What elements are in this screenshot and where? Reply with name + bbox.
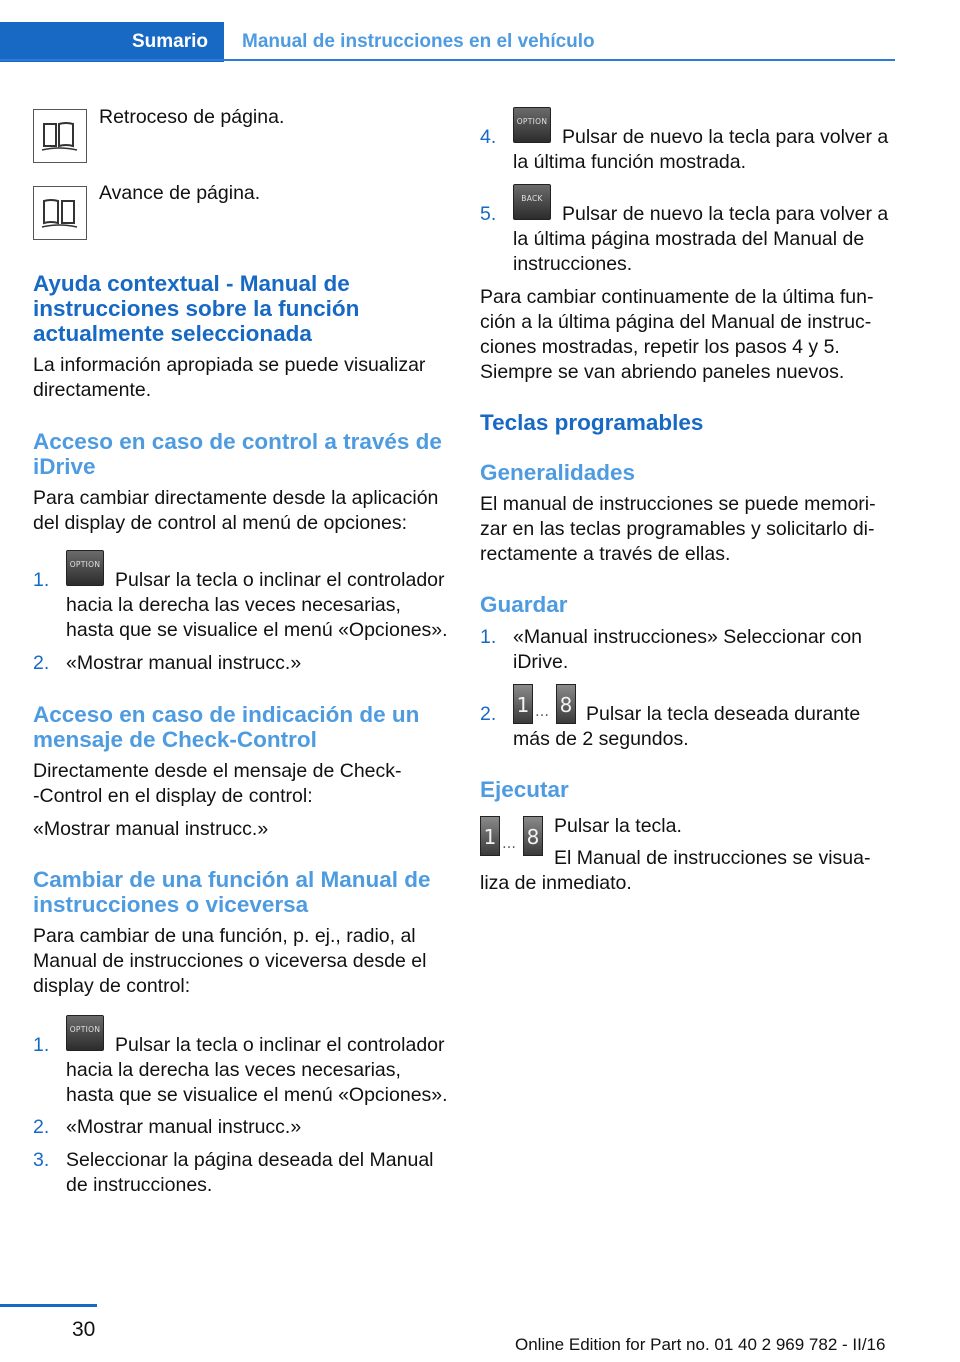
paragraph: del display de control al menú de opciones: xyxy=(33,512,407,534)
check-control-heading: Acceso en caso de indicación de un xyxy=(33,702,420,727)
paragraph: Para cambiar continuamente de la última fun- xyxy=(480,286,874,308)
paragraph: rectamente a través de ellas. xyxy=(480,543,731,565)
list-item-text: hasta que se visualice el menú «Opciones». xyxy=(66,1084,448,1106)
chapter-title[interactable]: Manual de instrucciones en el vehículo xyxy=(242,31,595,52)
section-tab[interactable]: Sumario xyxy=(0,22,224,62)
list-number: 4. xyxy=(480,126,497,148)
list-item-text: más de 2 segundos. xyxy=(513,728,689,750)
option-key-icon: OPTION xyxy=(66,550,104,586)
list-item-text: hasta que se visualice el menú «Opciones». xyxy=(66,619,448,641)
list-number: 2. xyxy=(33,652,50,674)
page-header xyxy=(0,22,895,62)
list-item-text: la última página mostrada del Manual de xyxy=(513,228,865,250)
paragraph: «Mostrar manual instrucc.» xyxy=(33,818,269,840)
general-heading: Generalidades xyxy=(480,460,636,485)
list-number: 1. xyxy=(33,1034,50,1056)
list-item-text: Seleccionar la página deseada del Manual xyxy=(66,1149,434,1171)
list-item-text: Pulsar de nuevo la tecla para volver a xyxy=(562,203,889,225)
list-item-text: hacia la derecha las veces necesarias, xyxy=(66,594,401,616)
list-item-text: Pulsar de nuevo la tecla para volver a xyxy=(562,126,889,148)
back-key-icon: BACK xyxy=(513,184,551,220)
page-number: 30 xyxy=(72,1318,96,1341)
preset-key-1-icon: 1 xyxy=(513,684,533,724)
page-back-icon xyxy=(33,109,87,163)
idrive-access-heading: Acceso en caso de control a través de xyxy=(33,429,442,454)
ellipsis-icon: … xyxy=(535,704,549,720)
paragraph: Para cambiar de una función, p. ej., radio, al xyxy=(33,925,416,947)
paragraph: El manual de instrucciones se puede memori- xyxy=(480,493,876,515)
execute-heading: Ejecutar xyxy=(480,777,569,802)
paragraph: ciones mostradas, repetir los pasos 4 y 5. xyxy=(480,336,840,358)
list-number: 3. xyxy=(33,1149,50,1171)
preset-key-1-icon: 1 xyxy=(480,816,500,856)
idrive-access-heading: iDrive xyxy=(33,454,96,479)
save-heading: Guardar xyxy=(480,592,568,617)
list-number: 2. xyxy=(33,1116,50,1138)
list-number: 1. xyxy=(480,626,497,648)
paragraph: Directamente desde el mensaje de Check- xyxy=(33,760,402,782)
list-item-text: iDrive. xyxy=(513,651,569,673)
page-forward-icon xyxy=(33,186,87,240)
paragraph: directamente. xyxy=(33,379,152,401)
list-item-text: Pulsar la tecla o inclinar el controlador xyxy=(115,1034,445,1056)
list-number: 5. xyxy=(480,203,497,225)
context-help-heading: instrucciones sobre la función xyxy=(33,296,360,321)
context-help-heading: actualmente seleccionada xyxy=(33,321,312,346)
paragraph: Para cambiar directamente desde la aplicación xyxy=(33,487,439,509)
preset-key-8-icon: 8 xyxy=(556,684,576,724)
list-item-text: Pulsar la tecla o inclinar el controlador xyxy=(115,569,445,591)
paragraph: -Control en el display de control: xyxy=(33,785,313,807)
option-key-icon: OPTION xyxy=(66,1015,104,1051)
context-help-heading: Ayuda contextual - Manual de xyxy=(33,271,350,296)
edition-note: Online Edition for Part no. 01 40 2 969 782 - II/16 xyxy=(515,1335,886,1354)
list-item-text: hacia la derecha las veces necesarias, xyxy=(66,1059,401,1081)
paragraph: liza de inmediato. xyxy=(480,872,632,894)
switch-function-heading: Cambiar de una función al Manual de xyxy=(33,867,431,892)
paragraph: Manual de instrucciones o viceversa desde el xyxy=(33,950,427,972)
list-item-text: instrucciones. xyxy=(513,253,633,275)
paragraph: ción a la última página del Manual de instruc- xyxy=(480,311,872,333)
page-forward-text: Avance de página. xyxy=(99,182,261,204)
paragraph: Pulsar la tecla. xyxy=(554,815,682,837)
header-divider xyxy=(0,59,895,61)
paragraph: display de control: xyxy=(33,975,191,997)
paragraph: Siempre se van abriendo paneles nuevos. xyxy=(480,361,845,383)
option-key-icon: OPTION xyxy=(513,107,551,143)
paragraph: zar en las teclas programables y solicitarlo di- xyxy=(480,518,875,540)
footer-divider xyxy=(0,1304,97,1307)
paragraph: El Manual de instrucciones se visua- xyxy=(554,847,871,869)
list-number: 2. xyxy=(480,703,497,725)
list-item-text: «Mostrar manual instrucc.» xyxy=(66,1116,302,1138)
preset-key-8-icon: 8 xyxy=(523,816,543,856)
list-item-text: Pulsar la tecla deseada durante xyxy=(586,703,861,725)
list-item-text: de instrucciones. xyxy=(66,1174,213,1196)
programmable-keys-heading: Teclas programables xyxy=(480,410,704,435)
list-item-text: la última función mostrada. xyxy=(513,151,747,173)
paragraph: La información apropiada se puede visualizar xyxy=(33,354,426,376)
list-item-text: «Manual instrucciones» Seleccionar con xyxy=(513,626,863,648)
check-control-heading: mensaje de Check-Control xyxy=(33,727,317,752)
list-item-text: «Mostrar manual instrucc.» xyxy=(66,652,302,674)
ellipsis-icon: … xyxy=(502,836,516,852)
list-number: 1. xyxy=(33,569,50,591)
page-back-text: Retroceso de página. xyxy=(99,106,285,128)
switch-function-heading: instrucciones o viceversa xyxy=(33,892,309,917)
